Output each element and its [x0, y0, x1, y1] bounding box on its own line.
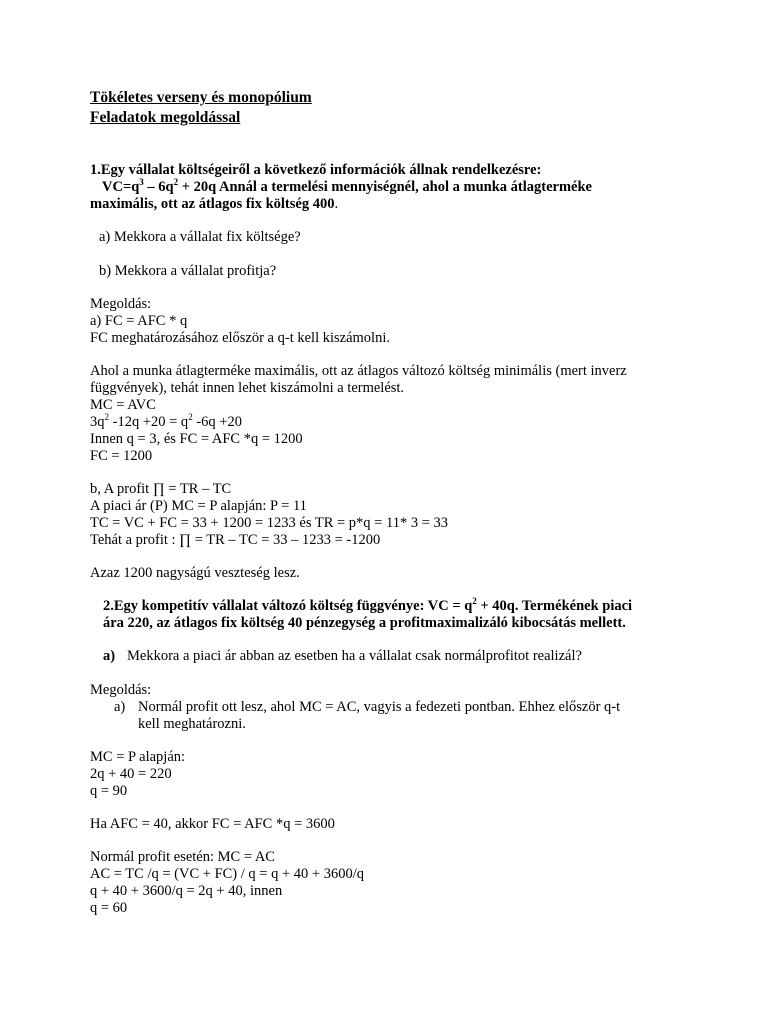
task2-solution-line: q = 60	[90, 900, 128, 916]
task1-intro: 1.Egy vállalat költségeiről a következő információk állnak rendelkezésre:	[90, 162, 542, 178]
task1-solution-line: Innen q = 3, és FC = AFC *q = 1200	[90, 431, 303, 447]
task1-solution-line: MC = AVC	[90, 397, 156, 413]
task1-solution-line: FC meghatározásához először a q-t kell kiszámolni.	[90, 330, 390, 346]
task2-solution-line: q = 90	[90, 783, 128, 799]
task2-solution-line: 2q + 40 = 220	[90, 766, 172, 782]
task2-solution-a-cont: kell meghatározni.	[138, 716, 246, 732]
task2-solution-line: Ha AFC = 40, akkor FC = AFC *q = 3600	[90, 816, 335, 832]
task1-vc-line: $VC=q^3 - 6q^2 + 20q$ Annál a termelési mennyiségnél, ahol a munka átlagterméke	[102, 177, 592, 195]
task2-solution-line: Normál profit esetén: MC = AC	[90, 849, 275, 865]
task1-profit-line: b, A profit ∏ = TR – TC	[90, 481, 232, 497]
task1-solution-line: függvények), tehát innen lehet kiszámolni a termelést.	[90, 380, 405, 396]
task2-solution-line: AC = TC /q = (VC + FC) / q = q + 40 + 3600/q	[90, 866, 364, 882]
task1-question-b: b) Mekkora a vállalat profitja?	[99, 263, 277, 279]
task2-solution-line: MC = P alapján:	[90, 749, 186, 765]
task2-intro: 2.Egy kompetitív vállalat változó költség függvénye: VC = $q^2 + 40q$. Termékének piaci	[103, 596, 633, 614]
doc-title: Tökéletes verseny és monopólium	[90, 89, 312, 106]
task1-profit-line: TC = VC + FC = 33 + 1200 = 1233 és TR = p*q = 11* 3 = 33	[90, 515, 448, 531]
task1-equation-line: $3q^2$ $-12q +20 = q^2$ -6q +20	[90, 412, 242, 430]
task1-profit-line: Tehát a profit : ∏ = TR – TC = 33 – 1233 = -1200	[90, 532, 381, 548]
task2-solution-a: a) Normál profit ott lesz, ahol MC = AC, vagyis a fedezeti pontban. Ehhez először q-t	[114, 699, 621, 715]
task2-solution-heading: Megoldás:	[90, 682, 152, 698]
task1-solution-line: Ahol a munka átlagterméke maximális, ott az átlagos változó költség minimális (mert inverz	[90, 363, 627, 379]
task1-solution-heading: Megoldás:	[90, 296, 152, 312]
task1-question-a: a) Mekkora a vállalat fix költsége?	[99, 229, 301, 245]
doc-subtitle: Feladatok megoldással	[90, 109, 241, 126]
task2-intro-cont: ára 220, az átlagos fix költség 40 pénzegység a profitmaximalizáló kibocsátás mellett.	[103, 615, 626, 631]
task1-profit-line: A piaci ár (P) MC = P alapján: P = 11	[90, 498, 307, 514]
task1-line3: maximális, ott az átlagos fix költség 400.	[90, 196, 339, 212]
task1-solution-line: a) FC = AFC * q	[90, 313, 188, 329]
task1-conclusion: Azaz 1200 nagyságú veszteség lesz.	[90, 565, 300, 581]
task2-solution-line: q + 40 + 3600/q = 2q + 40, innen	[90, 883, 283, 899]
task1-solution-line: FC = 1200	[90, 448, 153, 464]
task2-question-a: a) Mekkora a piaci ár abban az esetben ha a vállalat csak normálprofitot realizál?	[103, 648, 582, 664]
